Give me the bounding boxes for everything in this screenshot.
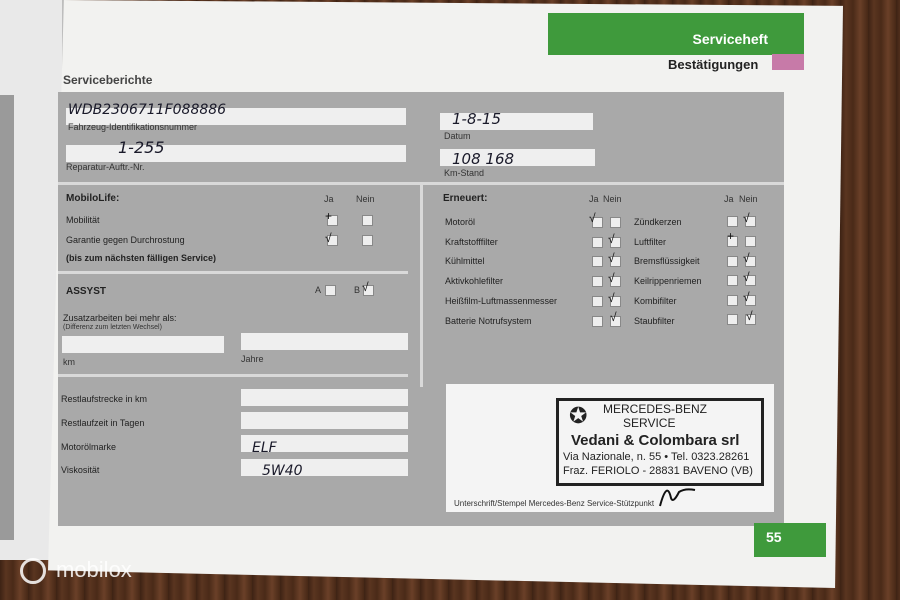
assyst-a-label: A (315, 285, 322, 295)
check-mark: √ (608, 232, 615, 246)
rest-row-4: Viskosität (61, 465, 100, 475)
erneuert-ja-header-right: Ja (724, 194, 734, 204)
km-label: Km-Stand (444, 168, 485, 178)
erneuert-ja-header-left: Ja (589, 194, 599, 204)
erneuert-left-1: Motoröl (445, 217, 476, 227)
divider (58, 271, 408, 274)
check-mark: √ (743, 211, 750, 225)
assyst-extra-note: (Differenz zum letzten Wechsel) (63, 324, 162, 331)
extra-km-field (62, 336, 224, 353)
mercedes-star-icon: ✪ (569, 403, 588, 428)
date-handwritten: 1-8-15 (452, 110, 501, 128)
check-mark: + (727, 229, 735, 243)
section-header-tab (548, 13, 804, 55)
vin-handwritten: WDB2306711F088886 (68, 102, 227, 118)
assyst-a-checkbox (325, 285, 336, 296)
checkbox (592, 296, 603, 307)
extra-years-field (241, 333, 408, 350)
check-mark: √ (743, 290, 750, 304)
stamp-service: SERVICE (623, 416, 676, 430)
checkbox (727, 275, 738, 286)
page-title: Serviceberichte (63, 73, 153, 87)
check-mark: √ (610, 310, 617, 324)
erneuert-nein-header-right: Nein (739, 194, 758, 204)
date-label: Datum (444, 131, 471, 141)
check-mark: √ (743, 270, 750, 284)
mobilo-nein-header: Nein (356, 194, 375, 204)
assyst-extra-label: Zusatzarbeiten bei mehr als: (63, 313, 177, 323)
rest-row-2: Restlaufzeit in Tagen (61, 418, 145, 428)
check-mark: √ (608, 271, 615, 285)
vin-label: Fahrzeug-Identifikationsnummer (68, 122, 198, 132)
order-label: Reparatur-Auftr.-Nr. (66, 162, 145, 172)
check-mark: √ (743, 251, 750, 265)
erneuert-left-5: Heißfilm-Luftmassenmesser (445, 296, 558, 306)
extra-km-label: km (63, 357, 75, 367)
erneuert-left-6: Batterie Notrufsystem (445, 316, 532, 326)
rest-field-2 (241, 412, 408, 429)
mobilo-row-2: Garantie gegen Durchrostung (66, 235, 185, 245)
erneuert-heading: Erneuert: (443, 193, 488, 204)
mobilo-nein-checkbox-2 (362, 235, 373, 246)
order-field (66, 145, 406, 162)
rest-row-1: Restlaufstrecke in km (61, 394, 148, 404)
oil-brand-handwritten: ELF (252, 440, 277, 456)
check-mark: √ (608, 291, 615, 305)
page-number-tab (754, 523, 826, 557)
erneuert-left-4: Aktivkohlefilter (445, 276, 504, 286)
checkbox (727, 314, 738, 325)
mobilo-row-1: Mobilität (66, 215, 100, 225)
order-handwritten: 1-255 (118, 138, 165, 157)
erneuert-right-4: Keilrippenriemen (634, 276, 702, 286)
erneuert-right-3: Bremsflüssigkeit (634, 256, 700, 266)
erneuert-right-1: Zündkerzen (634, 217, 682, 227)
assyst-heading: ASSYST (66, 286, 107, 297)
rest-field-1 (241, 389, 408, 406)
stamp-location: Fraz. FERIOLO - 28831 BAVENO (VB) (563, 465, 753, 477)
watermark-text: mobilox (56, 557, 132, 582)
checkbox (592, 237, 603, 248)
stamp-brand: MERCEDES-BENZ (603, 402, 708, 416)
erneuert-nein-header-left: Nein (603, 194, 622, 204)
assyst-b-label: B (354, 285, 361, 295)
check-mark: √ (589, 211, 596, 225)
viscosity-handwritten: 5W40 (262, 463, 303, 479)
rest-row-3: Motorölmarke (61, 442, 117, 452)
section-title: Serviceheft (692, 31, 768, 47)
erneuert-right-2: Luftfilter (634, 237, 667, 247)
mobilo-ja-header: Ja (324, 194, 334, 204)
mobilo-heading: MobiloLife: (66, 193, 120, 204)
check-mark: √ (746, 309, 753, 323)
erneuert-left-2: Kraftstofffilter (445, 237, 498, 247)
extra-years-label: Jahre (241, 354, 264, 364)
km-handwritten: 108 168 (452, 150, 515, 168)
erneuert-left-3: Kühlmittel (445, 256, 485, 266)
checkbox (592, 316, 603, 327)
watermark-logo-icon (20, 558, 46, 584)
pink-accent-tab (772, 54, 804, 70)
mobilo-nein-checkbox-1 (362, 215, 373, 226)
stamp-dealer-name: Vedani & Colombara srl (571, 432, 740, 449)
check-mark: √ (608, 251, 615, 265)
divider (58, 374, 408, 377)
checkbox (592, 276, 603, 287)
column-divider (420, 182, 423, 387)
checkbox (610, 217, 621, 228)
checkbox (727, 295, 738, 306)
stamp-address: Via Nazionale, n. 55 • Tel. 0323.28261 (563, 451, 750, 463)
checkbox (745, 236, 756, 247)
checkbox (727, 216, 738, 227)
subsection-title: Bestätigungen (668, 57, 759, 72)
dealer-stamp (556, 398, 764, 486)
erneuert-right-6: Staubfilter (634, 316, 675, 326)
erneuert-right-5: Kombifilter (634, 296, 677, 306)
check-mark: + (325, 209, 333, 223)
check-mark: √ (362, 280, 369, 294)
signature-scribble (655, 478, 700, 508)
checkbox (727, 256, 738, 267)
check-mark: √ (325, 231, 332, 245)
mobilo-note: (bis zum nächsten fälligen Service) (66, 253, 217, 263)
page-number: 55 (766, 529, 782, 545)
checkbox (592, 256, 603, 267)
stamp-caption: Unterschrift/Stempel Mercedes-Benz Service-Stützpunkt (454, 499, 655, 508)
